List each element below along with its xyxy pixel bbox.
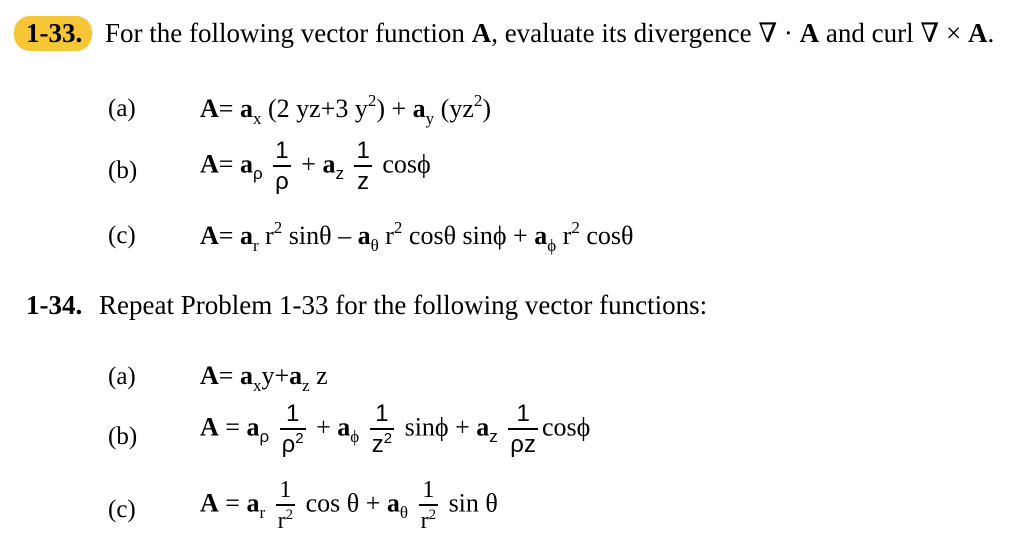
item-label-b: (b)	[108, 423, 138, 450]
fraction: $\frac{1}{\rho^2}$	[281, 400, 304, 458]
equation-1-33-c: $A= a_r$ $r^2$ sinθ – $a_\theta$ $r^2$ cosθ $\sin\phi + a_\phi$ $r^2$ cosθ	[200, 218, 634, 255]
fraction: $\frac{1}{r^2}$	[420, 477, 437, 534]
fraction: $\frac{1}{r^2}$	[277, 477, 294, 534]
problem-1-34-heading	[26, 290, 707, 321]
fraction: $\frac{1}{\rho z}$	[510, 400, 536, 458]
problem-text: Repeat Problem 1-33 for the following vector functions:	[99, 290, 708, 320]
equation-1-33-a: $A= a_x$ (2 yz+3 $y^2) + a_y$ $(yz^2)$	[200, 91, 492, 128]
item-label-b: (b)	[108, 157, 138, 184]
fraction: $\frac{1}{\rho}$	[275, 137, 289, 195]
item-label-c: (c)	[108, 496, 136, 523]
problem-number-badge: 1-33.	[14, 16, 92, 51]
item-label-a: (a)	[108, 363, 136, 390]
equation-1-34-b: $A = a_\rho$ $\frac{1}{\rho^2}$ + $a_\phi$ $\frac{1}{z^2}$ $\sin\phi + a_z$ $\frac{1}{\rho z}$ cosϕ	[200, 400, 591, 458]
item-label-a: (a)	[108, 95, 136, 122]
fraction: $\frac{1}{z}$	[356, 137, 370, 195]
problem-text: For the following vector function A, evaluate its divergence ∇ · A and curl ∇ × A.	[105, 18, 995, 48]
item-label-c: (c)	[108, 222, 136, 249]
equation-1-34-a: $A= a_xy+a_z$ z	[200, 361, 328, 395]
equation-1-34-c: $A = a_r$ $\frac{1}{r^2}$ $\cos \theta + a_\theta$ $\frac{1}{r^2}$ sin θ	[200, 477, 498, 534]
fraction: $\frac{1}{z^2}$	[371, 400, 393, 458]
equation-1-33-b: $A= a_\rho$ $\frac{1}{\rho}$ + $a_z$ $\frac{1}{z}$ cosϕ	[200, 137, 431, 195]
problem-number: 1-34.	[26, 290, 83, 320]
problem-1-33-heading	[14, 18, 994, 49]
